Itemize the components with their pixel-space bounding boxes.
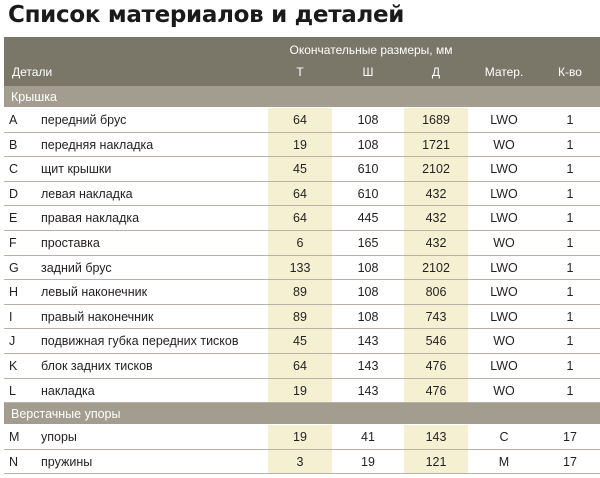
part-name-cell: левая накладка bbox=[41, 186, 133, 201]
material-cell: LWO bbox=[490, 186, 518, 201]
table-row bbox=[4, 133, 600, 158]
part-letter-cell: N bbox=[9, 454, 19, 469]
quantity-cell: 1 bbox=[566, 211, 574, 226]
length-cell: 143 bbox=[404, 425, 468, 449]
thickness-cell: 64 bbox=[268, 108, 332, 132]
material-cell: WO bbox=[493, 383, 515, 398]
length-cell: 476 bbox=[404, 354, 468, 378]
part-letter-cell: A bbox=[9, 113, 18, 127]
material-cell: LWO bbox=[490, 113, 518, 127]
part-name-cell: правый наконечник bbox=[41, 309, 154, 324]
part-name-cell: щит крышки bbox=[41, 162, 112, 177]
part-name-cell: подвижная губка передних тисков bbox=[41, 334, 239, 349]
parts-table bbox=[4, 86, 600, 474]
table-row bbox=[4, 379, 600, 404]
width-cell: 445 bbox=[357, 211, 379, 226]
material-cell: LWO bbox=[490, 260, 518, 275]
length-cell: 1689 bbox=[404, 108, 468, 132]
thickness-cell: 19 bbox=[268, 379, 332, 403]
width-cell: 108 bbox=[357, 113, 379, 127]
quantity-cell: 1 bbox=[566, 260, 574, 275]
part-name-cell: проставка bbox=[41, 235, 100, 250]
column-header-quantity: К-во bbox=[558, 65, 582, 79]
page-title: Список материалов и деталей bbox=[8, 2, 405, 28]
length-cell: 2102 bbox=[404, 256, 468, 280]
table-row bbox=[4, 231, 600, 256]
width-cell: 108 bbox=[357, 309, 379, 324]
part-letter-cell: E bbox=[9, 211, 18, 226]
width-cell: 143 bbox=[357, 383, 379, 398]
table-row bbox=[4, 280, 600, 305]
width-cell: 108 bbox=[357, 260, 379, 275]
material-cell: WO bbox=[493, 137, 515, 152]
quantity-cell: 1 bbox=[566, 285, 574, 300]
thickness-cell: 64 bbox=[268, 206, 332, 230]
quantity-cell: 1 bbox=[566, 383, 574, 398]
length-cell: 1721 bbox=[404, 133, 468, 157]
quantity-cell: 1 bbox=[566, 334, 574, 349]
column-header-material: Матер. bbox=[484, 65, 524, 79]
quantity-cell: 1 bbox=[566, 358, 574, 373]
quantity-cell: 1 bbox=[566, 113, 574, 127]
quantity-cell: 1 bbox=[566, 186, 574, 201]
length-cell: 476 bbox=[404, 379, 468, 403]
material-cell: C bbox=[499, 430, 509, 445]
part-name-cell: задний брус bbox=[41, 260, 112, 275]
thickness-cell: 89 bbox=[268, 280, 332, 304]
part-letter-cell: I bbox=[9, 309, 13, 324]
thickness-cell: 19 bbox=[268, 425, 332, 449]
part-name-cell: блок задних тисков bbox=[41, 358, 153, 373]
section-header: Верстачные упоры bbox=[4, 403, 600, 425]
part-name-cell: пружины bbox=[41, 454, 93, 469]
thickness-cell: 89 bbox=[268, 305, 332, 329]
quantity-cell: 1 bbox=[566, 137, 574, 152]
width-cell: 610 bbox=[357, 186, 379, 201]
thickness-cell: 6 bbox=[268, 231, 332, 255]
table-row bbox=[4, 182, 600, 207]
width-cell: 143 bbox=[357, 358, 379, 373]
table-row bbox=[4, 206, 600, 231]
column-header-width: Ш bbox=[362, 65, 374, 79]
part-name-cell: передняя накладка bbox=[41, 137, 154, 152]
material-cell: LWO bbox=[490, 211, 518, 226]
material-cell: WO bbox=[493, 235, 515, 250]
table-row bbox=[4, 108, 600, 133]
part-letter-cell: D bbox=[9, 186, 19, 201]
length-cell: 432 bbox=[404, 206, 468, 230]
part-name-cell: передний брус bbox=[41, 113, 127, 127]
part-name-cell: левый наконечник bbox=[41, 285, 148, 300]
part-letter-cell: J bbox=[9, 334, 16, 349]
part-letter-cell: M bbox=[9, 430, 20, 445]
table-row bbox=[4, 450, 600, 475]
part-letter-cell: K bbox=[9, 358, 18, 373]
part-name-cell: накладка bbox=[41, 383, 95, 398]
width-cell: 143 bbox=[357, 334, 379, 349]
column-header-length: Д bbox=[431, 65, 441, 79]
column-header-part: Детали bbox=[12, 65, 53, 79]
table-row bbox=[4, 305, 600, 330]
width-cell: 108 bbox=[357, 137, 379, 152]
width-cell: 41 bbox=[361, 430, 375, 445]
length-cell: 432 bbox=[404, 231, 468, 255]
table-row bbox=[4, 329, 600, 354]
length-cell: 2102 bbox=[404, 157, 468, 181]
quantity-cell: 17 bbox=[563, 454, 577, 469]
width-cell: 165 bbox=[357, 235, 379, 250]
table-row bbox=[4, 354, 600, 379]
thickness-cell: 64 bbox=[268, 182, 332, 206]
width-cell: 19 bbox=[361, 454, 375, 469]
length-cell: 806 bbox=[404, 280, 468, 304]
thickness-cell: 3 bbox=[268, 450, 332, 474]
length-cell: 743 bbox=[404, 305, 468, 329]
part-letter-cell: C bbox=[9, 162, 19, 177]
width-cell: 108 bbox=[357, 285, 379, 300]
material-cell: LWO bbox=[490, 309, 518, 324]
part-letter-cell: F bbox=[9, 235, 17, 250]
material-cell: M bbox=[498, 454, 510, 469]
table-row bbox=[4, 425, 600, 450]
table-row bbox=[4, 256, 600, 281]
thickness-cell: 64 bbox=[268, 354, 332, 378]
length-cell: 546 bbox=[404, 329, 468, 353]
part-name-cell: правая накладка bbox=[41, 211, 140, 226]
part-name-cell: упоры bbox=[41, 430, 77, 445]
thickness-cell: 19 bbox=[268, 133, 332, 157]
thickness-cell: 133 bbox=[268, 256, 332, 280]
width-cell: 610 bbox=[357, 162, 379, 177]
material-cell: WO bbox=[493, 334, 515, 349]
thickness-cell: 45 bbox=[268, 329, 332, 353]
quantity-cell: 17 bbox=[563, 430, 577, 445]
part-letter-cell: B bbox=[9, 137, 18, 152]
dimensions-super-header: Окончательные размеры, мм bbox=[289, 43, 453, 57]
quantity-cell: 1 bbox=[566, 309, 574, 324]
material-cell: LWO bbox=[490, 285, 518, 300]
section-header: Крышка bbox=[4, 86, 600, 108]
part-letter-cell: L bbox=[9, 383, 16, 398]
table-row bbox=[4, 157, 600, 182]
thickness-cell: 45 bbox=[268, 157, 332, 181]
quantity-cell: 1 bbox=[566, 162, 574, 177]
length-cell: 121 bbox=[404, 450, 468, 474]
part-letter-cell: G bbox=[9, 260, 19, 275]
length-cell: 432 bbox=[404, 182, 468, 206]
material-cell: LWO bbox=[490, 162, 518, 177]
table-header bbox=[4, 37, 600, 86]
quantity-cell: 1 bbox=[566, 235, 574, 250]
material-cell: LWO bbox=[490, 358, 518, 373]
part-letter-cell: H bbox=[9, 285, 19, 300]
column-header-thickness: Т bbox=[296, 65, 304, 79]
